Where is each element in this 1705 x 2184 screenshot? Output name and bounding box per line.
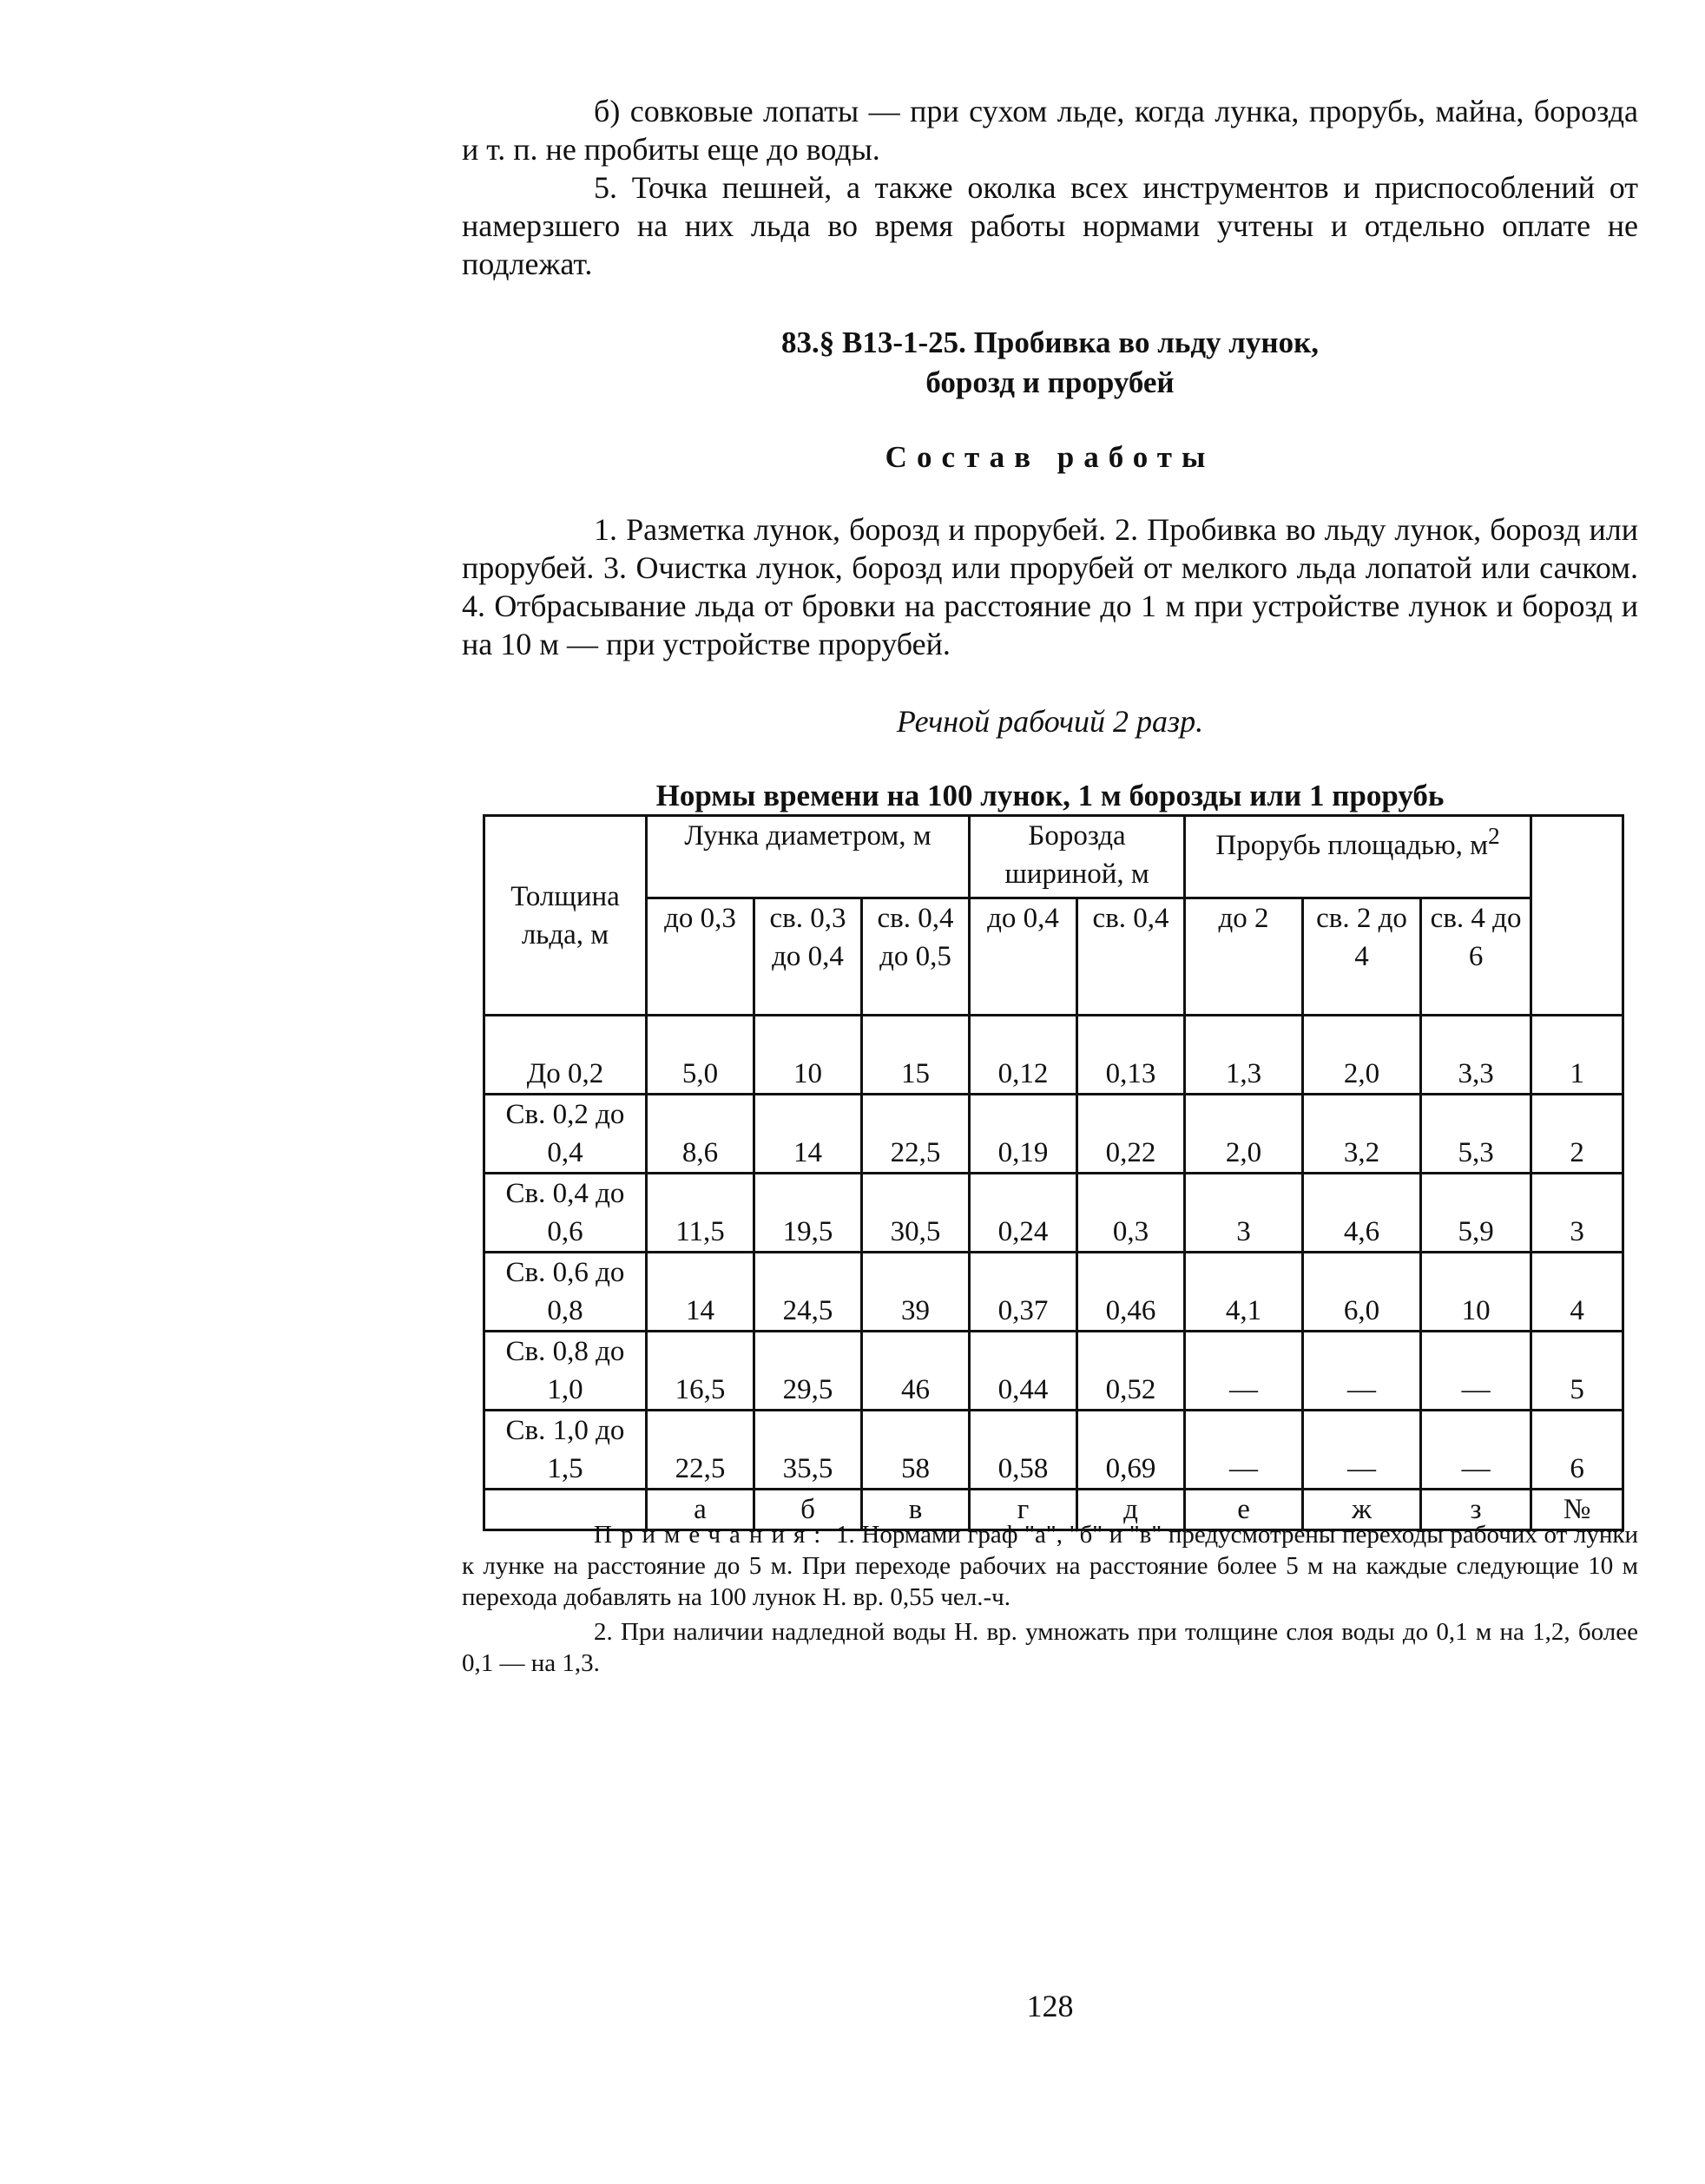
column-letter: ж: [1303, 1490, 1421, 1530]
row-label: Св. 1,0 до 1,5: [484, 1411, 647, 1490]
note-1-text: 1. Нормами граф "а", "б" и "в" предусмотрены переходы рабочих от лунки к лунке на расстояние до 5 м. При переходе рабочих на расстояние более 5 м на каждые следующие 10 м перехода добавлять на 100 лунок Н. вр. 0,55 чел.-ч.: [462, 1521, 1639, 1611]
sub-header: до 2: [1185, 898, 1303, 1016]
table-cell: 14: [647, 1253, 754, 1332]
table-cell: 5,0: [647, 1016, 754, 1095]
column-letter: е: [1185, 1490, 1303, 1530]
table-cell: 11,5: [647, 1174, 754, 1253]
table-cell: 2,0: [1185, 1095, 1303, 1174]
table-cell: 15: [862, 1016, 970, 1095]
work-composition-heading: Состав работы: [885, 440, 1215, 474]
table-cell: 3,3: [1421, 1016, 1531, 1095]
row-number: 2: [1531, 1095, 1623, 1174]
row-label: Св. 0,8 до 1,0: [484, 1332, 647, 1411]
row-label: До 0,2: [484, 1016, 647, 1095]
note-2: 2. При наличии надледной воды Н. вр. умножать при толщине слоя воды до 0,1 м на 1,2, более 0,1 — на 1,3.: [462, 1618, 1638, 1677]
table-cell: 8,6: [647, 1095, 754, 1174]
table-cell: 4,1: [1185, 1253, 1303, 1332]
sub-header: св. 0,4: [1077, 898, 1185, 1016]
table-cell: 0,46: [1077, 1253, 1185, 1332]
section-title-line1: 83.§ В13-1-25. Пробивка во льду лунок,: [780, 326, 1320, 359]
table-cell: 46: [862, 1332, 970, 1411]
table-cell: 2,0: [1303, 1016, 1421, 1095]
table-cell: 0,44: [970, 1332, 1077, 1411]
intro-item-b: б) совковые лопаты — при сухом льде, когда лунка, прорубь, майна, борозда и т. п. не пробиты еще до воды.: [462, 94, 1638, 167]
thickness-header: Толщина льда, м: [484, 816, 647, 1016]
table-row: [484, 1016, 1623, 1095]
table-cell: 0,24: [970, 1174, 1077, 1253]
table-cell: —: [1421, 1411, 1531, 1490]
column-letter: в: [862, 1490, 970, 1530]
row-label: Св. 0,6 до 0,8: [484, 1253, 647, 1332]
table-cell: 0,12: [970, 1016, 1077, 1095]
table-cell: 3: [1185, 1174, 1303, 1253]
table-row: [484, 1411, 1623, 1490]
table-cell: 0,69: [1077, 1411, 1185, 1490]
table-cell: 1,3: [1185, 1016, 1303, 1095]
table-row: [484, 1253, 1623, 1332]
table-cell: 6,0: [1303, 1253, 1421, 1332]
column-letter: г: [970, 1490, 1077, 1530]
row-label: Св. 0,2 до 0,4: [484, 1095, 647, 1174]
table-cell: 22,5: [862, 1095, 970, 1174]
intro-item-5: 5. Точка пешней, а также околка всех инструментов и приспособлений от намерзшего на них льда во время работы нормами учтены и отдельно оплате не подлежат.: [462, 170, 1638, 281]
column-letter: з: [1421, 1490, 1531, 1530]
column-letter: б: [754, 1490, 862, 1530]
table-cell: 0,19: [970, 1095, 1077, 1174]
icehole-group-label: Прорубь площадью, м: [1215, 830, 1488, 861]
work-composition-text: 1. Разметка лунок, борозд и прорубей. 2. Пробивка во льду лунок, борозд или прорубей. 3. Очистка лунок, борозд или прорубей от мелкого льда лопатой или сачком. 4. Отбрасывание льда от бровки на расстояние до 1 м при устройстве лунок и борозд и на 10 м — при устройстве прорубей.: [462, 512, 1638, 661]
table-cell: 5,3: [1421, 1095, 1531, 1174]
section-title: [462, 323, 1638, 403]
num-header-blank: [1531, 816, 1623, 1016]
table-cell: —: [1185, 1332, 1303, 1411]
icehole-group-sup: 2: [1488, 822, 1500, 849]
table-cell: 29,5: [754, 1332, 862, 1411]
norms-table: [483, 814, 1624, 1531]
table-cell: 14: [754, 1095, 862, 1174]
row-number: 4: [1531, 1253, 1623, 1332]
furrow-group-header: Борозда шириной, м: [970, 816, 1185, 898]
table-cell: 35,5: [754, 1411, 862, 1490]
sub-header: св. 0,4 до 0,5: [862, 898, 970, 1016]
table-cell: —: [1303, 1332, 1421, 1411]
sub-header: св. 4 до 6: [1421, 898, 1531, 1016]
table-cell: 0,58: [970, 1411, 1077, 1490]
table-cell: 0,37: [970, 1253, 1077, 1332]
column-letter: а: [647, 1490, 754, 1530]
row-number: 1: [1531, 1016, 1623, 1095]
table-cell: —: [1303, 1411, 1421, 1490]
table-caption: Нормы времени на 100 лунок, 1 м борозды или 1 прорубь: [655, 779, 1445, 812]
table-cell: 0,22: [1077, 1095, 1185, 1174]
table-cell: —: [1185, 1411, 1303, 1490]
table-cell: 24,5: [754, 1253, 862, 1332]
page-number: 128: [1026, 1989, 1074, 2023]
sub-header: св. 2 до 4: [1303, 898, 1421, 1016]
sub-header: до 0,3: [647, 898, 754, 1016]
table-cell: 10: [1421, 1253, 1531, 1332]
row-number: 6: [1531, 1411, 1623, 1490]
table-row: [484, 1174, 1623, 1253]
table-cell: 58: [862, 1411, 970, 1490]
table-cell: 5,9: [1421, 1174, 1531, 1253]
table-cell: 0,52: [1077, 1332, 1185, 1411]
row-number: 3: [1531, 1174, 1623, 1253]
table-cell: 10: [754, 1016, 862, 1095]
table-cell: 19,5: [754, 1174, 862, 1253]
row-label: Св. 0,4 до 0,6: [484, 1174, 647, 1253]
num-label: №: [1531, 1490, 1623, 1530]
table-cell: 0,13: [1077, 1016, 1185, 1095]
section-title-line2: борозд и прорубей: [925, 365, 1175, 399]
table-row: [484, 1332, 1623, 1411]
hole-group-header: Лунка диаметром, м: [647, 816, 970, 898]
table-cell: 39: [862, 1253, 970, 1332]
icehole-group-header: [1185, 816, 1531, 898]
table-cell: 22,5: [647, 1411, 754, 1490]
sub-header: до 0,4: [970, 898, 1077, 1016]
table-cell: 0,3: [1077, 1174, 1185, 1253]
row-number: 5: [1531, 1332, 1623, 1411]
note-1: [462, 1519, 1638, 1613]
column-letter: д: [1077, 1490, 1185, 1530]
table-row: [484, 1095, 1623, 1174]
table-cell: —: [1421, 1332, 1531, 1411]
table-cell: 30,5: [862, 1174, 970, 1253]
table-cell: 4,6: [1303, 1174, 1421, 1253]
notes-label: Примечания:: [594, 1521, 830, 1549]
table-cell: 3,2: [1303, 1095, 1421, 1174]
table-cell: 16,5: [647, 1332, 754, 1411]
sub-header: св. 0,3 до 0,4: [754, 898, 862, 1016]
worker-grade: Речной рабочий 2 разр.: [896, 704, 1204, 739]
